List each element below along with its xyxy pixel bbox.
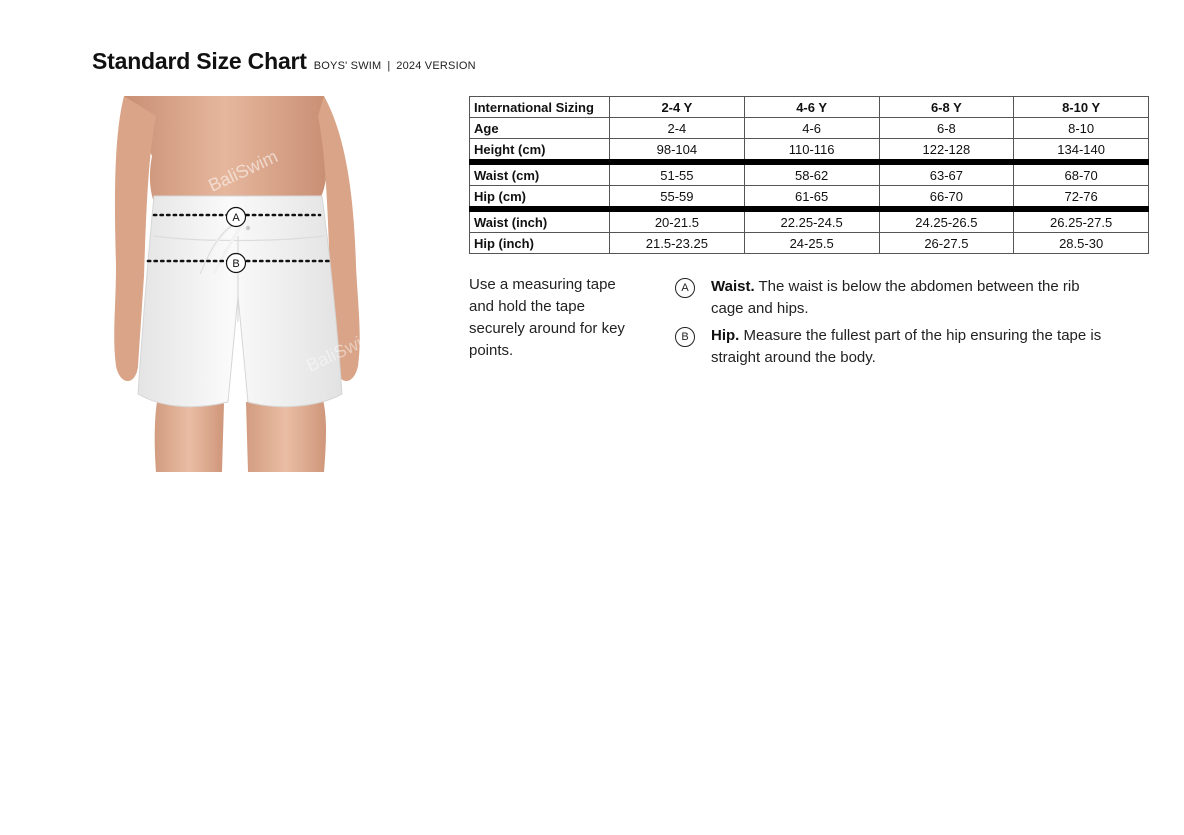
table-cell: 4-6 xyxy=(744,118,879,139)
hip-marker-label: B xyxy=(232,258,240,270)
table-cell: 61-65 xyxy=(744,186,879,210)
table-cell: 8-10 xyxy=(1014,118,1149,139)
table-cell: 98-104 xyxy=(610,139,745,163)
table-cell: 66-70 xyxy=(879,186,1014,210)
definition-body: The waist is below the abdomen between the rib cage and hips. xyxy=(711,278,1080,317)
table-cell: 63-67 xyxy=(879,162,1014,186)
table-cell: 2-4 xyxy=(610,118,745,139)
table-row xyxy=(470,209,1149,233)
page-subtitle: BOYS' SWIM xyxy=(313,60,382,72)
column-header: 4-6 Y xyxy=(744,97,879,118)
table-row xyxy=(470,186,1149,210)
waist-badge: A xyxy=(675,278,695,298)
table-cell: 20-21.5 xyxy=(610,209,745,233)
table-cell: 28.5-30 xyxy=(1014,233,1149,254)
header-separator: | xyxy=(387,60,391,72)
table-row xyxy=(470,233,1149,254)
definition-text xyxy=(711,325,1115,369)
table-cell: 26-27.5 xyxy=(879,233,1014,254)
measurement-definitions xyxy=(675,276,1115,374)
column-header: 2-4 Y xyxy=(610,97,745,118)
column-header: 8-10 Y xyxy=(1014,97,1149,118)
hip-marker xyxy=(227,254,246,273)
column-header: International Sizing xyxy=(470,97,610,118)
table-cell: 58-62 xyxy=(744,162,879,186)
definition-term: Waist. xyxy=(711,278,755,295)
page-title: Standard Size Chart xyxy=(92,48,307,74)
watermark-text: BaliSwim xyxy=(205,146,281,196)
table-cell: 68-70 xyxy=(1014,162,1149,186)
table-cell: 72-76 xyxy=(1014,186,1149,210)
column-header: 6-8 Y xyxy=(879,97,1014,118)
definition-text xyxy=(711,276,1115,320)
table-row xyxy=(470,118,1149,139)
table-row xyxy=(470,139,1149,163)
table-cell: 22.25-24.5 xyxy=(744,209,879,233)
table-cell: 134-140 xyxy=(1014,139,1149,163)
row-label: Waist (inch) xyxy=(470,209,610,233)
hip-badge: B xyxy=(675,327,695,347)
table-cell: 24.25-26.5 xyxy=(879,209,1014,233)
definition-term: Hip. xyxy=(711,327,740,344)
table-cell: 110-116 xyxy=(744,139,879,163)
table-cell: 24-25.5 xyxy=(744,233,879,254)
version-label: 2024 VERSION xyxy=(396,60,476,72)
size-table xyxy=(469,96,1149,254)
table-cell: 6-8 xyxy=(879,118,1014,139)
waist-marker xyxy=(227,208,246,227)
row-label: Waist (cm) xyxy=(470,162,610,186)
row-label: Age xyxy=(470,118,610,139)
table-cell: 21.5-23.25 xyxy=(610,233,745,254)
model-photo xyxy=(96,96,386,472)
table-header-row xyxy=(470,97,1149,118)
page-header xyxy=(92,48,476,75)
row-label: Hip (inch) xyxy=(470,233,610,254)
row-label: Height (cm) xyxy=(470,139,610,163)
definition-waist xyxy=(675,276,1115,320)
definition-hip xyxy=(675,325,1115,369)
table-cell: 122-128 xyxy=(879,139,1014,163)
watermark-text: BaliSwim xyxy=(303,326,379,376)
waist-marker-label: A xyxy=(232,212,240,224)
table-cell: 26.25-27.5 xyxy=(1014,209,1149,233)
measuring-instructions: Use a measuring tape and hold the tape securely around for key points. xyxy=(469,276,625,359)
table-cell: 55-59 xyxy=(610,186,745,210)
row-label: Hip (cm) xyxy=(470,186,610,210)
table-row xyxy=(470,162,1149,186)
table-cell: 51-55 xyxy=(610,162,745,186)
definition-body: Measure the fullest part of the hip ensuring the tape is straight around the body. xyxy=(711,327,1102,366)
